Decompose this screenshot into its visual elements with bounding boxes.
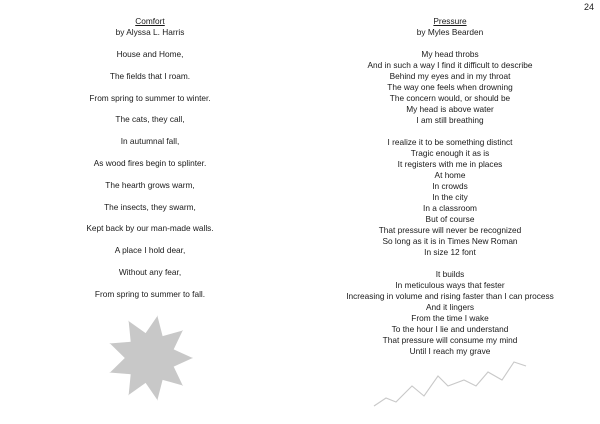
poem-line: It builds	[435, 269, 465, 279]
poem-line: So long as it is in Times New Roman	[382, 236, 518, 246]
poem-line: But of course	[425, 214, 475, 224]
poem-line: In crowds	[432, 181, 468, 191]
poem-line: Tragic enough it as is	[410, 148, 490, 158]
poem-line: I realize it to be something distinct	[387, 137, 513, 147]
poem-line: That pressure will never be recognized	[378, 225, 522, 235]
poem-line: The hearth grows warm,	[105, 179, 195, 190]
poem-line: Kept back by our man-made walls.	[86, 223, 214, 234]
line-graph-icon	[372, 356, 528, 408]
poem-title: Comfort	[135, 16, 165, 26]
poem-line: Until I reach my grave	[409, 346, 491, 356]
poem-line: The fields that I roam.	[109, 70, 191, 81]
poem-line: At home	[434, 170, 466, 180]
poem-line: And in such a way I find it difficult to describe	[367, 60, 533, 70]
poem-line: Without any fear,	[118, 266, 182, 277]
poem-line: It registers with me in places	[397, 159, 503, 169]
poem-line: A place I hold dear,	[114, 245, 186, 256]
poem-pressure	[320, 16, 580, 357]
poem-lines	[60, 49, 240, 300]
poem-line: The concern would, or should be	[389, 93, 511, 103]
poem-line: To the hour I lie and understand	[391, 324, 509, 334]
poem-line: My head throbs	[421, 49, 479, 59]
poem-line: As wood fires begin to splinter.	[93, 157, 207, 168]
poem-line: In the city	[432, 192, 468, 202]
poem-line: And it lingers	[426, 302, 474, 312]
poem-line: In autumnal fall,	[120, 136, 180, 147]
poem-line: From the time I wake	[411, 313, 489, 323]
poem-line: My head is above water	[406, 104, 494, 114]
sun-icon	[105, 313, 195, 403]
poem-stanzas	[320, 49, 580, 357]
poem-comfort	[60, 16, 240, 300]
page-number: 24	[583, 2, 594, 12]
poem-line: Behind my eyes and in my throat	[389, 71, 511, 81]
poem-title: Pressure	[433, 16, 467, 26]
poem-line: In size 12 font	[424, 247, 476, 257]
poem-line: In a classroom	[423, 203, 477, 213]
poem-line: House and Home,	[116, 49, 184, 59]
poem-author: by Alyssa L. Harris	[115, 27, 185, 37]
poem-line: The way one feels when drowning	[387, 82, 513, 92]
poem-line: The insects, they swarm,	[104, 201, 196, 212]
poem-line: Increasing in volume and rising faster than I can process	[346, 291, 554, 301]
poem-line: From spring to summer to winter.	[89, 92, 211, 103]
stanza	[320, 49, 580, 126]
poem-author: by Myles Bearden	[416, 27, 484, 37]
poem-line: I am still breathing	[416, 115, 484, 125]
stanza	[320, 269, 580, 357]
poem-line: That pressure will consume my mind	[382, 335, 518, 345]
poem-line: The cats, they call,	[115, 114, 185, 125]
poem-line: In meticulous ways that fester	[395, 280, 505, 290]
poem-line: From spring to summer to fall.	[94, 288, 206, 299]
stanza	[320, 137, 580, 258]
